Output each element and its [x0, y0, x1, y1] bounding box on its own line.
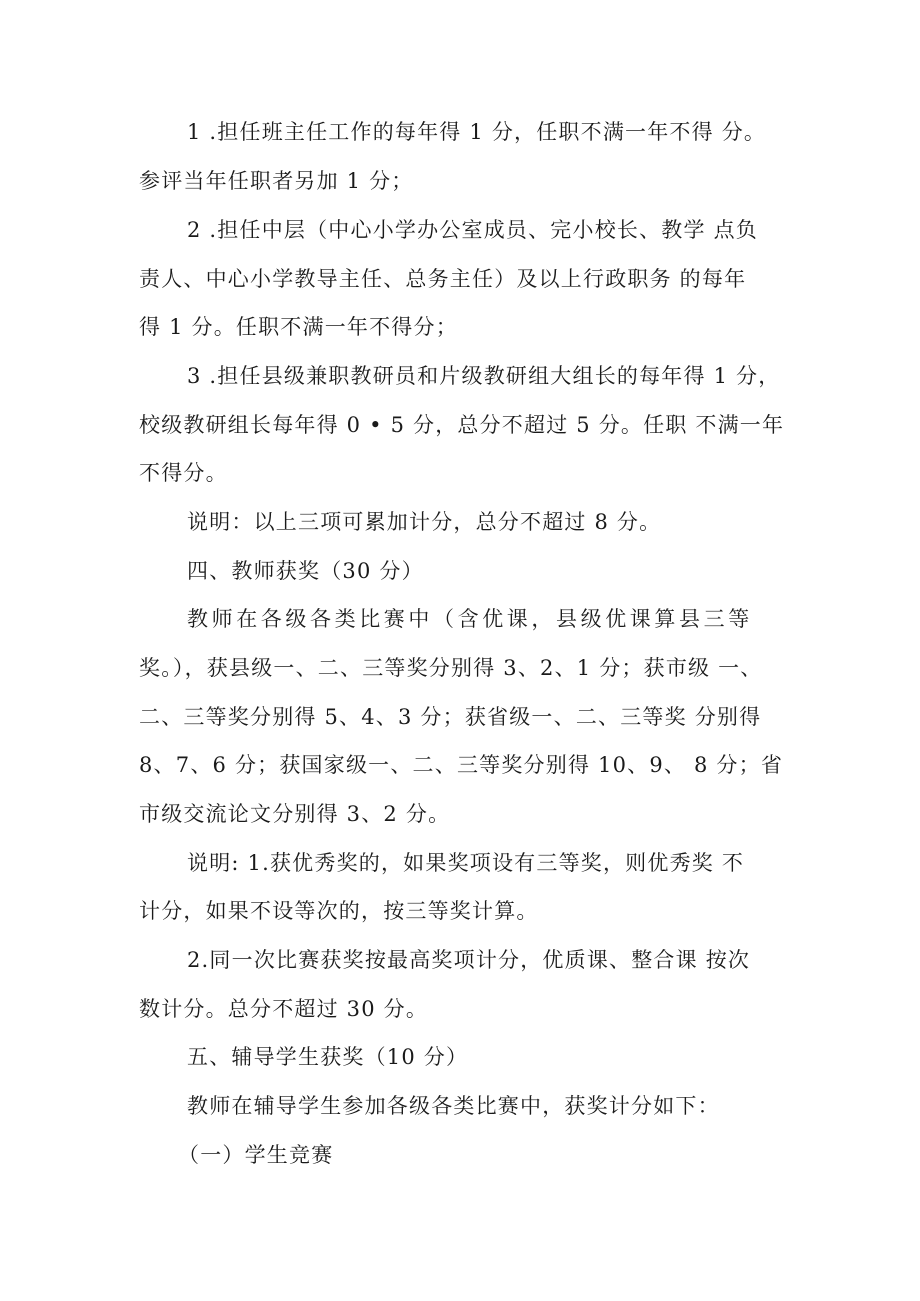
note-3-line-1: 2.同一次比赛获奖按最高奖项计分，优质课、整合课 按次	[187, 948, 751, 972]
para-1-line-2: 参评当年任职者另加 1 分；	[139, 169, 414, 193]
section-4-heading: 四、教师获奖（30 分）	[187, 559, 424, 583]
note-2-line-2: 计分，如果不设等次的，按三等奖计算。	[139, 899, 539, 923]
para-2-line-1: 2 .担任中层（中心小学办公室成员、完小校长、教学 点负	[187, 218, 758, 242]
section-4-body-line-5: 市级交流论文分别得 3、2 分。	[139, 802, 451, 826]
para-1-line-1: 1 .担任班主任工作的每年得 1 分，任职不满一年不得 分。	[187, 120, 767, 144]
para-2-line-3: 得 1 分。任职不满一年不得分；	[139, 315, 458, 339]
note-2-line-1: 说明: 1.获优秀奖的，如果奖项设有三等奖，则优秀奖 不	[187, 851, 745, 875]
section-4-body-line-3: 二、三等奖分别得 5、4、3 分；获省级一、二、三等奖 分别得	[139, 705, 762, 729]
para-3-line-3: 不得分。	[139, 461, 228, 485]
section-5-body: 教师在辅导学生参加各级各类比赛中，获奖计分如下：	[187, 1094, 720, 1118]
section-4-body-line-1: 教师在各级各类比赛中（含优课，县级优课算县三等	[187, 607, 753, 631]
subsection-1-heading: （一）学生竞赛	[178, 1143, 334, 1167]
para-3-line-2: 校级教研组长每年得 0 • 5 分，总分不超过 5 分。任职 不满一年	[139, 413, 785, 437]
section-4-body-line-4: 8、7、6 分；获国家级一、二、三等奖分别得 10、9、 8 分；省	[139, 753, 784, 777]
para-2-line-2: 责人、中心小学教导主任、总务主任）及以上行政职务 的每年	[139, 267, 747, 291]
section-4-body-line-2: 奖。），获县级一、二、三等奖分别得 3、2、1 分；获市级 一、	[139, 656, 763, 680]
note-1: 说明：以上三项可累加计分，总分不超过 8 分。	[187, 510, 662, 534]
section-5-heading: 五、辅导学生获奖（10 分）	[187, 1045, 469, 1069]
para-3-line-1: 3 .担任县级兼职教研员和片级教研组大组长的每年得 1 分，	[187, 364, 781, 388]
note-3-line-2: 数计分。总分不超过 30 分。	[139, 997, 429, 1021]
